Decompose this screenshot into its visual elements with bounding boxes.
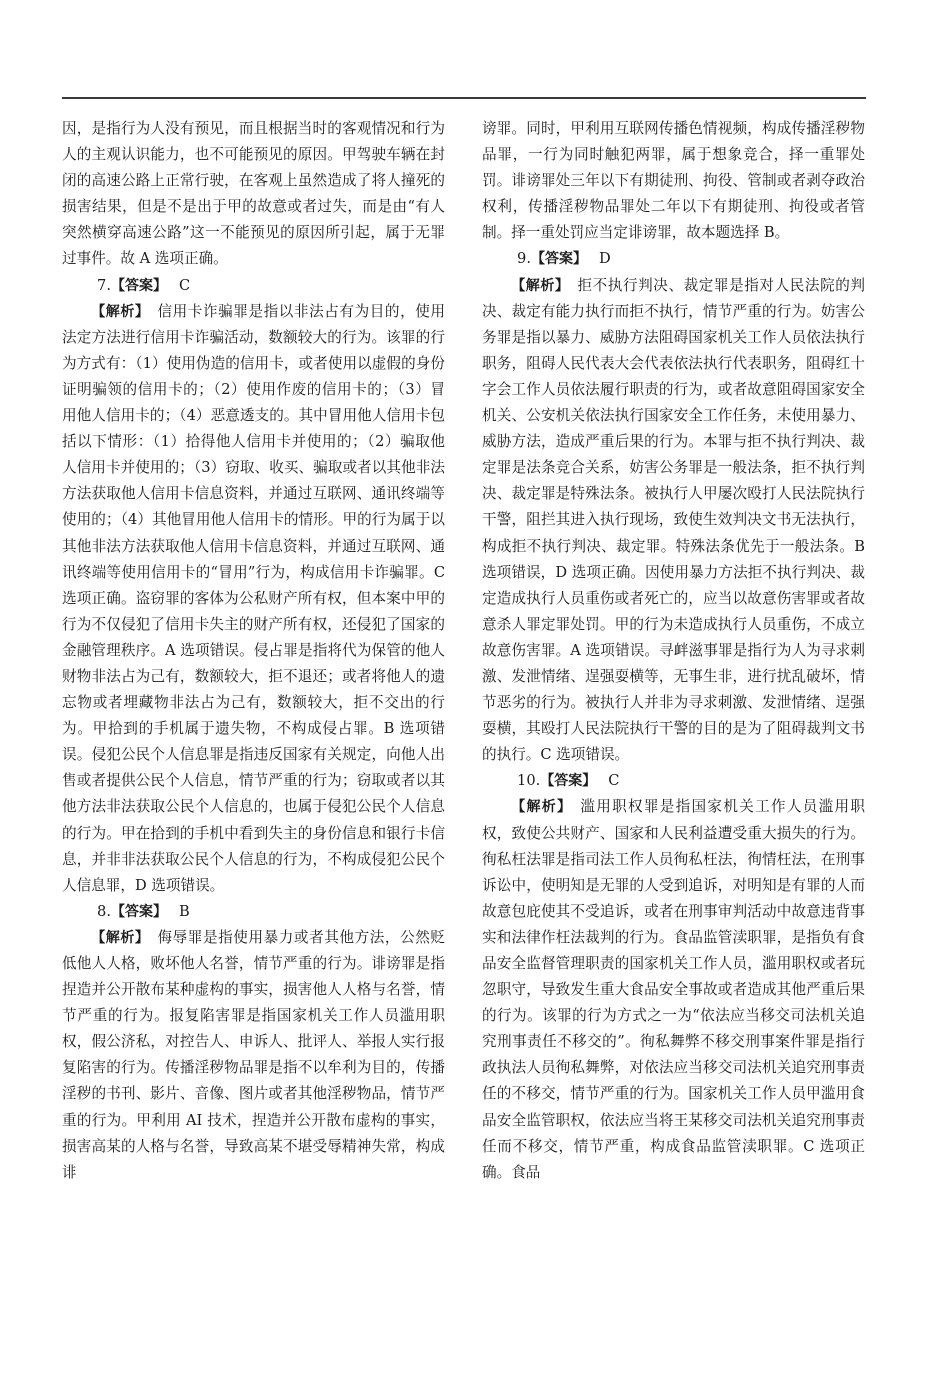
q10-number: 10. bbox=[517, 772, 541, 790]
q7-analysis-text: 信用卡诈骗罪是指以非法占有为目的，使用法定方法进行信用卡诈骗活动，数额较大的行为。该罪的行为方式有：（1）使用伪造的信用卡，或者使用以虚假的身份证明骗领的信用卡的；（2）使用作废的信用卡的；（3）冒用他人信用卡的；（4）恶意透支的。其中冒用他人信用卡包括以下情形：（1）拾得他人信用卡并使用的；（2）骗取他人信用卡并使用的；（3）窃取、收买、骗取或者以其他非法方法获取他人信用卡信息资料，并通过互联网、通讯终端等使用的；（4）其他冒用他人信用卡的情形。甲的行为属于以其他非法方法获取他人信用卡信息资料，并通过互联网、通讯终端等使用信用卡的“冒用”行为，构成信用卡诈骗罪。C 选项正确。盗窃罪的客体为公私财产所有权，但本案中甲的行为不仅侵犯了信用卡失主的财产所有权，还侵犯了国家的金融管理秩序。A 选项错误。侵占罪是指将代为保管的他人财物非法占为己有，数额较大，拒不退还；或者将他人的遗忘物或者埋藏物非法占为己有，数额较大，拒不交出的行为。甲拾到的手机属于遗失物，不构成侵占罪。B 选项错误。侵犯公民个人信息罪是指违反国家有关规定，向他人出售或者提供公民个人信息，情节严重的行为；窃取或者以其他方法非法获取公民个人信息的，也属于侵犯公民个人信息的行为。甲在拾到的手机中看到失主的身份信息和银行卡信息，并非非法获取公民个人信息的行为，不构成侵犯公民个人信息罪，D 选项错误。 bbox=[62, 302, 445, 894]
q8-answer-value: B bbox=[178, 902, 190, 920]
q7-answer-value: C bbox=[178, 276, 191, 294]
q7-answer-label: 【答案】 bbox=[110, 277, 167, 294]
q10-answer-label: 【答案】 bbox=[540, 773, 597, 790]
q10-analysis-text: 滥用职权罪是指国家机关工作人员滥用职权，致使公共财产、国家和人民利益遭受重大损失的行为。徇私枉法罪是指司法工作人员徇私枉法，徇情枉法，在刑事诉讼中，使明知是无罪的人受到追诉，对明知是有罪的人而故意包庇使其不受追诉，或者在刑事审判活动中故意违背事实和法律作枉法裁判的行为。食品监管渎职罪，是指负有食品安全监督管理职责的国家机关工作人员，滥用职权或者玩忽职守，导致发生重大食品安全事故或者造成其他严重后果的行为。该罪的行为方式之一为“依法应当移交司法机关追究刑事责任不移交的”。徇私舞弊不移交刑事案件罪是指行政执法人员徇私舞弊，对依法应当移交司法机关追究刑事责任的不移交，情节严重的行为。国家机关工作人员甲滥用食品安全监管职权，依法应当将王某移交司法机关追究刑事责任而不移交，情节严重，构成食品监管渎职罪。C 选项正确。食品 bbox=[482, 798, 865, 1181]
q8-answer-label: 【答案】 bbox=[110, 903, 167, 920]
header-rule bbox=[62, 97, 866, 99]
q9-number: 9. bbox=[517, 250, 531, 268]
q7-number: 7. bbox=[97, 276, 111, 294]
q9-answer-value: D bbox=[598, 250, 611, 268]
q7-analysis-label: 【解析】 bbox=[91, 303, 150, 320]
q8-analysis-text: 侮辱罪是指使用暴力或者其他方法，公然贬低他人人格，败坏他人名誉，情节严重的行为。诽谤罪是指捏造并公开散布某种虚构的事实，损害他人人格与名誉，情节严重的行为。报复陷害罪是指国家机关工作人员滥用职权，假公济私，对控告人、申诉人、批评人、举报人实行报复陷害的行为。传播淫秽物品罪是指不以牟利为目的，传播淫秽的书刊、影片、音像、图片或者其他淫秽物品，情节严重的行为。甲利用 AI 技术，捏造并公开散布虚构的事实，损害高某的人格与名誉，导致高某不堪受辱精神失常，构成诽 bbox=[62, 928, 445, 1181]
q7-analysis bbox=[62, 299, 445, 899]
q9-analysis bbox=[482, 273, 865, 769]
q8-answer-line bbox=[62, 899, 445, 925]
q9-answer-label: 【答案】 bbox=[530, 251, 587, 268]
q9-analysis-label: 【解析】 bbox=[511, 277, 570, 294]
left-column bbox=[62, 116, 445, 1186]
right-column bbox=[482, 116, 865, 1186]
q8-analysis bbox=[62, 925, 445, 1186]
q8-number: 8. bbox=[97, 902, 111, 920]
q10-analysis-label: 【解析】 bbox=[511, 799, 573, 816]
q10-analysis bbox=[482, 794, 865, 1185]
q6-continuation: 因，是指行为人没有预见，而且根据当时的客观情况和行为人的主观认识能力，也不可能预见的原因。甲驾驶车辆在封闭的高速公路上正常行驶，在客观上虽然造成了将人撞死的损害结果，但是不是出于甲的故意或者过失，而是由“有人突然横穿高速公路”这一不能预见的原因所引起，属于无罪过事件。故 A 选项正确。 bbox=[62, 120, 445, 268]
q9-analysis-text: 拒不执行判决、裁定罪是指对人民法院的判决、裁定有能力执行而拒不执行，情节严重的行为。妨害公务罪是指以暴力、威胁方法阻碍国家机关工作人员依法执行职务，阻碍人民代表大会代表依法执行代表职务，阻碍红十字会工作人员依法履行职责的行为，或者故意阻碍国家安全机关、公安机关依法执行国家安全工作任务，未使用暴力、威胁方法，造成严重后果的行为。本罪与拒不执行判决、裁定罪是法条竞合关系，妨害公务罪是一般法条，拒不执行判决、裁定罪是特殊法条。被执行人甲屡次殴打人民法院执行干警，阻拦其进入执行现场，致使生效判决文书无法执行，构成拒不执行判决、裁定罪。特殊法条优先于一般法条。B 选项错误，D 选项正确。因使用暴力方法拒不执行判决、裁定造成执行人员重伤或者死亡的，应当以故意伤害罪或者故意杀人罪定罪处罚。甲的行为未造成执行人员重伤，不成立故意伤害罪。A 选项错误。寻衅滋事罪是指行为人为寻求刺激、发泄情绪、逞强耍横等，无事生非，进行扰乱破坏，情节恶劣的行为。被执行人并非为寻求刺激、发泄情绪、逞强耍横，其殴打人民法院执行干警的目的是为了阻碍裁判文书的执行。C 选项错误。 bbox=[482, 276, 865, 764]
q8-continuation: 谤罪。同时，甲利用互联网传播色情视频，构成传播淫秽物品罪，一行为同时触犯两罪，属于想象竞合，择一重罪处罚。诽谤罪处三年以下有期徒刑、拘役、管制或者剥夺政治权利，传播淫秽物品罪处二年以下有期徒刑、拘役或者管制。择一重处罚应当定诽谤罪，故本题选择 B。 bbox=[482, 120, 865, 242]
q10-answer-line bbox=[482, 768, 865, 794]
q8-analysis-label: 【解析】 bbox=[91, 929, 150, 946]
q10-answer-value: C bbox=[608, 772, 620, 790]
q9-answer-line bbox=[482, 246, 865, 272]
q7-answer-line bbox=[62, 273, 445, 299]
